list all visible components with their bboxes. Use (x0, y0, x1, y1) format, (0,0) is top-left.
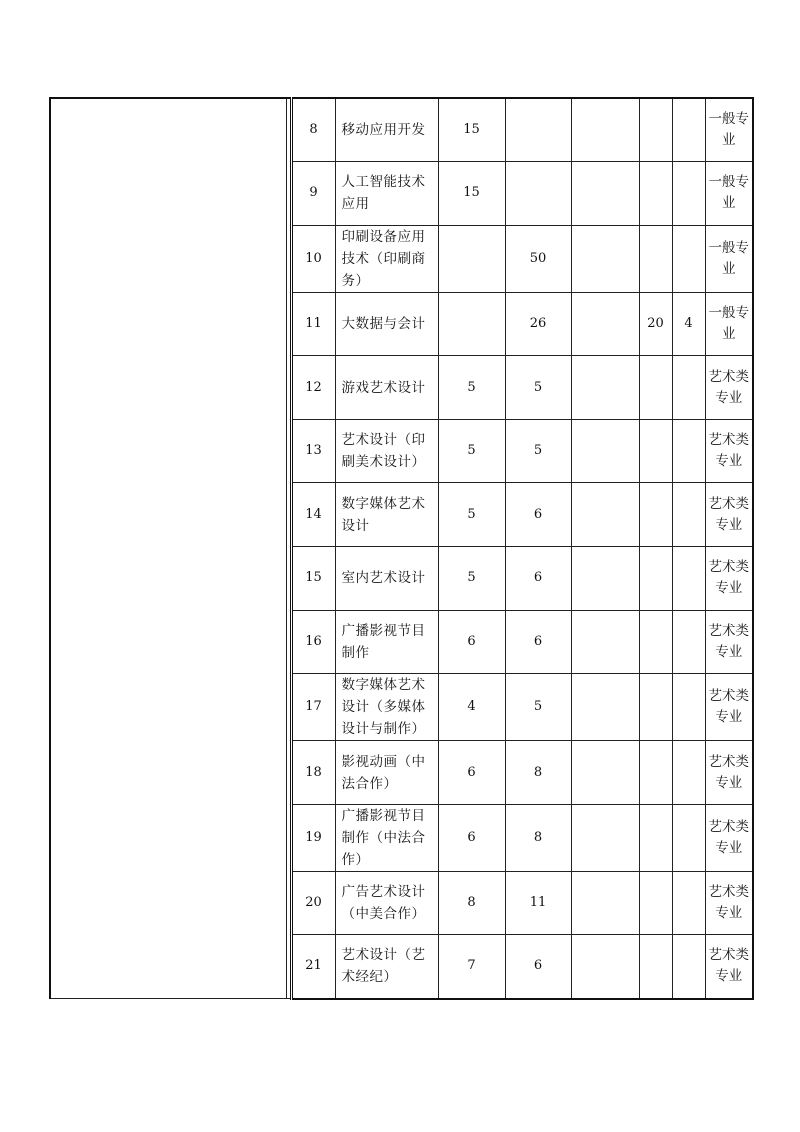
plan-count-cell-2: 8 (505, 741, 571, 805)
major-name-cell: 广播影视节目制作（中法合作） (335, 804, 438, 871)
plan-count-cell-1: 15 (438, 98, 505, 162)
row-number-cell: 16 (291, 610, 335, 674)
plan-count-cell-1: 15 (438, 162, 505, 226)
plan-count-cell-5 (672, 225, 705, 292)
school-cell (50, 98, 286, 999)
row-number-cell: 18 (291, 741, 335, 805)
row-number-cell: 11 (291, 292, 335, 356)
major-name-cell: 移动应用开发 (335, 98, 438, 162)
plan-count-cell-2: 5 (505, 356, 571, 420)
plan-count-cell-3 (571, 162, 639, 226)
table-row (50, 98, 753, 162)
row-number-cell: 10 (291, 225, 335, 292)
plan-count-cell-5 (672, 610, 705, 674)
plan-count-cell-2: 26 (505, 292, 571, 356)
major-name-cell: 数字媒体艺术设计（多媒体设计与制作） (335, 674, 438, 741)
plan-count-cell-1: 6 (438, 804, 505, 871)
row-number-cell: 15 (291, 547, 335, 611)
plan-count-cell-4 (639, 356, 672, 420)
plan-count-cell-1: 5 (438, 547, 505, 611)
row-number-cell: 20 (291, 871, 335, 935)
plan-count-cell-3 (571, 419, 639, 483)
major-name-cell: 艺术设计（艺术经纪） (335, 935, 438, 999)
row-number-cell: 13 (291, 419, 335, 483)
category-cell: 一般专业 (705, 98, 753, 162)
plan-count-cell-3 (571, 483, 639, 547)
plan-count-cell-4 (639, 610, 672, 674)
plan-count-cell-1: 5 (438, 356, 505, 420)
row-number-cell: 9 (291, 162, 335, 226)
category-cell: 艺术类专业 (705, 674, 753, 741)
major-name-cell: 影视动画（中法合作） (335, 741, 438, 805)
plan-count-cell-3 (571, 741, 639, 805)
major-name-cell: 广播影视节目制作 (335, 610, 438, 674)
plan-count-cell-2: 11 (505, 871, 571, 935)
category-cell: 艺术类专业 (705, 356, 753, 420)
row-number-cell: 19 (291, 804, 335, 871)
plan-count-cell-1: 6 (438, 610, 505, 674)
plan-count-cell-2: 5 (505, 419, 571, 483)
plan-count-cell-3 (571, 935, 639, 999)
plan-count-cell-5 (672, 741, 705, 805)
plan-count-cell-3 (571, 292, 639, 356)
row-number-cell: 21 (291, 935, 335, 999)
plan-count-cell-2 (505, 162, 571, 226)
plan-count-cell-4 (639, 804, 672, 871)
major-name-cell: 大数据与会计 (335, 292, 438, 356)
plan-count-cell-1: 4 (438, 674, 505, 741)
plan-count-cell-4: 20 (639, 292, 672, 356)
plan-count-cell-4 (639, 483, 672, 547)
plan-count-cell-2: 6 (505, 547, 571, 611)
plan-count-cell-5 (672, 356, 705, 420)
row-number-cell: 17 (291, 674, 335, 741)
major-name-cell: 广告艺术设计（中美合作） (335, 871, 438, 935)
plan-count-cell-2: 6 (505, 935, 571, 999)
plan-count-cell-1: 5 (438, 419, 505, 483)
plan-count-cell-3 (571, 804, 639, 871)
category-cell: 艺术类专业 (705, 483, 753, 547)
category-cell: 艺术类专业 (705, 935, 753, 999)
category-cell: 艺术类专业 (705, 871, 753, 935)
plan-count-cell-4 (639, 98, 672, 162)
row-number-cell: 8 (291, 98, 335, 162)
plan-count-cell-4 (639, 162, 672, 226)
plan-count-cell-2: 6 (505, 610, 571, 674)
plan-count-cell-1: 6 (438, 741, 505, 805)
category-cell: 艺术类专业 (705, 741, 753, 805)
row-number-cell: 12 (291, 356, 335, 420)
major-name-cell: 游戏艺术设计 (335, 356, 438, 420)
plan-count-cell-1 (438, 225, 505, 292)
plan-count-cell-1: 8 (438, 871, 505, 935)
plan-count-cell-5 (672, 419, 705, 483)
major-name-cell: 印刷设备应用技术（印刷商务） (335, 225, 438, 292)
plan-count-cell-4 (639, 674, 672, 741)
major-name-cell: 人工智能技术应用 (335, 162, 438, 226)
major-name-cell: 室内艺术设计 (335, 547, 438, 611)
plan-count-cell-4 (639, 225, 672, 292)
plan-count-cell-1 (438, 292, 505, 356)
plan-count-cell-2: 8 (505, 804, 571, 871)
category-cell: 艺术类专业 (705, 547, 753, 611)
plan-count-cell-1: 5 (438, 483, 505, 547)
plan-count-cell-4 (639, 547, 672, 611)
category-cell: 一般专业 (705, 225, 753, 292)
plan-count-cell-5 (672, 162, 705, 226)
plan-count-cell-3 (571, 225, 639, 292)
plan-count-cell-4 (639, 741, 672, 805)
plan-count-cell-5 (672, 483, 705, 547)
category-cell: 一般专业 (705, 162, 753, 226)
plan-count-cell-5 (672, 871, 705, 935)
plan-count-cell-1: 7 (438, 935, 505, 999)
plan-count-cell-5 (672, 804, 705, 871)
plan-count-cell-3 (571, 610, 639, 674)
major-name-cell: 艺术设计（印刷美术设计） (335, 419, 438, 483)
category-cell: 艺术类专业 (705, 610, 753, 674)
category-cell: 一般专业 (705, 292, 753, 356)
major-name-cell: 数字媒体艺术设计 (335, 483, 438, 547)
enrollment-plan-table (49, 97, 754, 1000)
plan-count-cell-5 (672, 98, 705, 162)
plan-count-cell-3 (571, 98, 639, 162)
plan-count-cell-2: 50 (505, 225, 571, 292)
plan-count-cell-5: 4 (672, 292, 705, 356)
plan-count-cell-5 (672, 674, 705, 741)
plan-count-cell-4 (639, 871, 672, 935)
plan-count-cell-2: 6 (505, 483, 571, 547)
table-body (50, 98, 753, 999)
plan-count-cell-3 (571, 674, 639, 741)
row-number-cell: 14 (291, 483, 335, 547)
plan-count-cell-3 (571, 547, 639, 611)
plan-count-cell-2: 5 (505, 674, 571, 741)
plan-count-cell-3 (571, 871, 639, 935)
category-cell: 艺术类专业 (705, 804, 753, 871)
plan-count-cell-3 (571, 356, 639, 420)
plan-count-cell-2 (505, 98, 571, 162)
plan-count-cell-5 (672, 547, 705, 611)
plan-count-cell-4 (639, 935, 672, 999)
plan-count-cell-4 (639, 419, 672, 483)
category-cell: 艺术类专业 (705, 419, 753, 483)
plan-count-cell-5 (672, 935, 705, 999)
